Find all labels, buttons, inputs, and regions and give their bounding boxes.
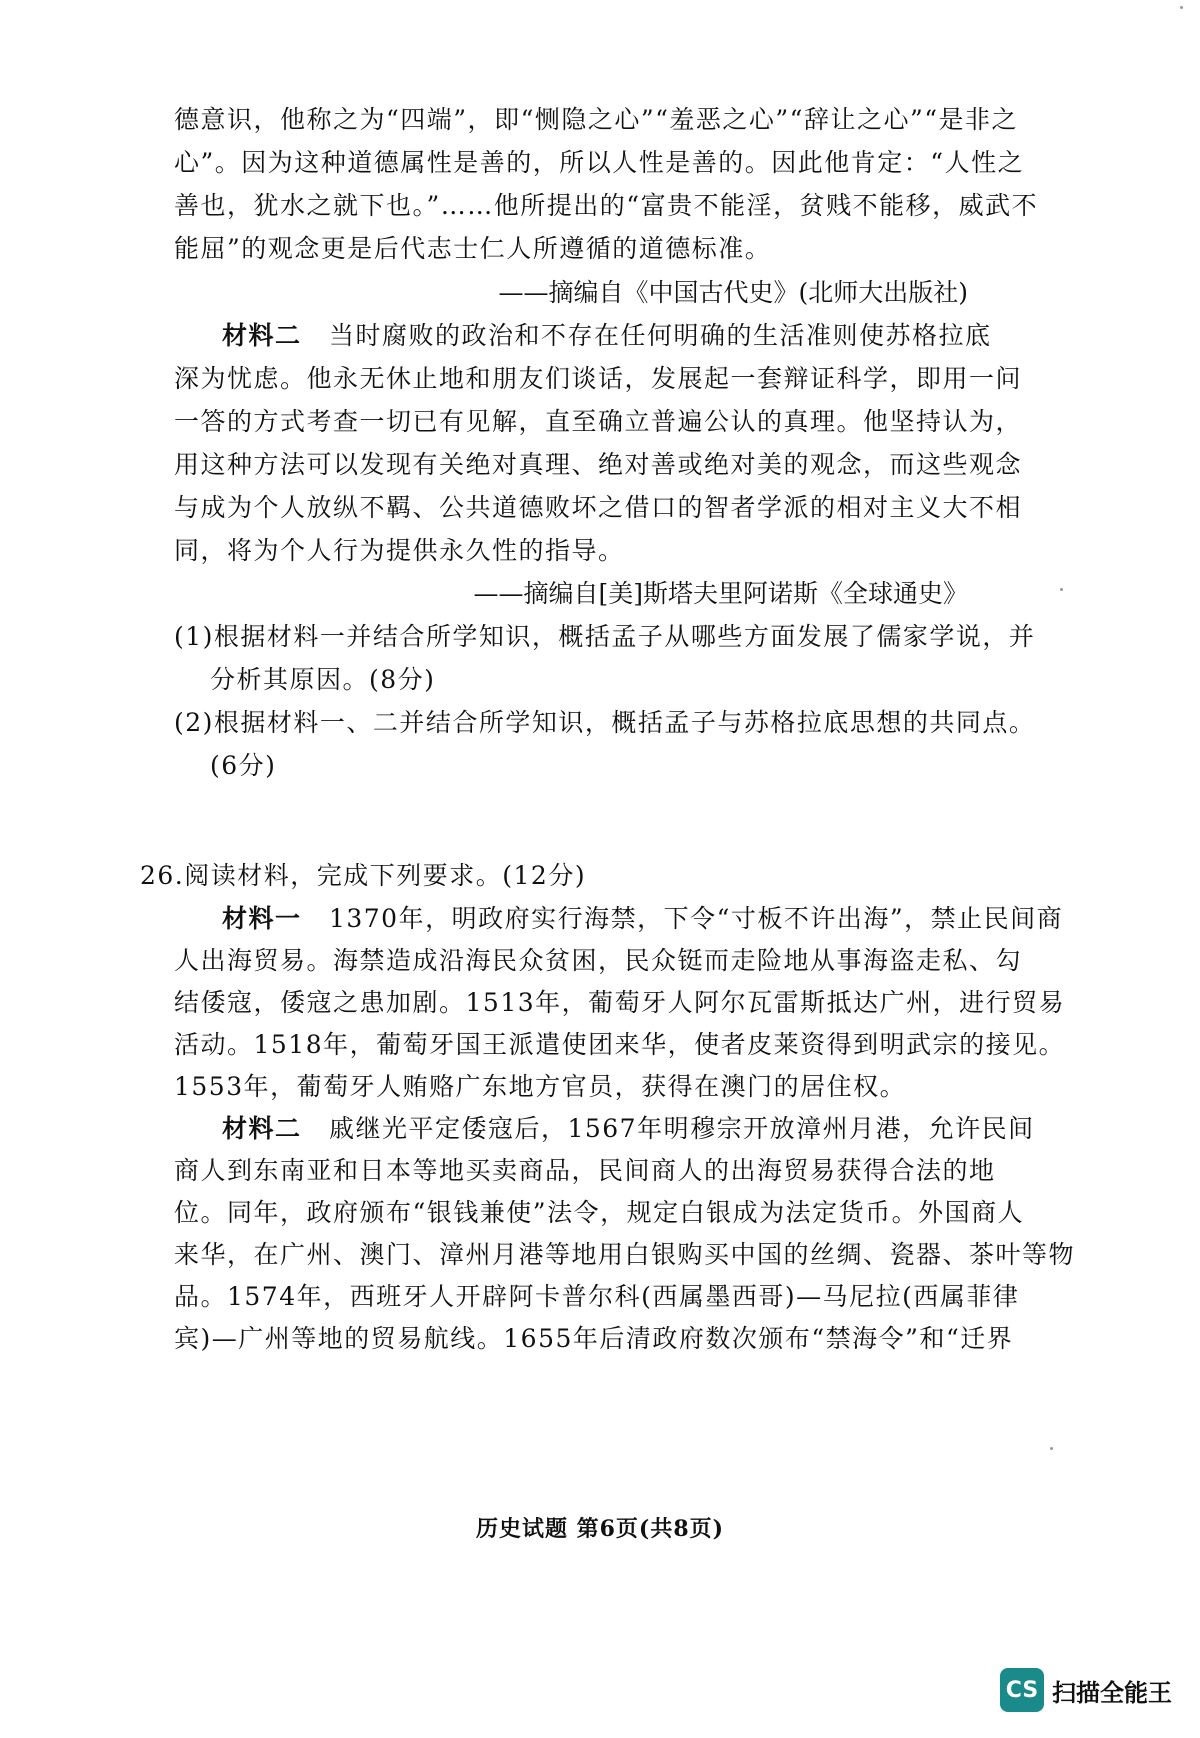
- scan-speck: [1180, 6, 1183, 9]
- material1-line-1: 德意识，他称之为“四端”，即“恻隐之心”“羞恶之心”“辞让之心”“是非之: [174, 105, 1019, 134]
- material2-line-6: 同，将为个人行为提供永久性的指导。: [174, 536, 625, 565]
- q26-material2-line-6: 宾)—广州等地的贸易航线。1655年后清政府数次颁布“禁海令”和“迁界: [174, 1324, 1014, 1353]
- q26-material2-line-4: 来华，在广州、澳门、漳州月港等地用白银购买中国的丝绸、瓷器、茶叶等物: [174, 1240, 1076, 1269]
- question-2-line-2: (6分): [210, 751, 277, 780]
- q26-material2-line-2: 商人到东南亚和日本等地买卖商品，民间商人的出海贸易获得合法的地: [174, 1156, 996, 1185]
- question-26-title: 26.阅读材料，完成下列要求。(12分): [140, 861, 587, 890]
- q26-material1-line-4: 活动。1518年，葡萄牙国王派遣使团来华，使者皮莱资得到明武宗的接见。: [174, 1030, 1066, 1059]
- material1-source: ——摘编自《中国古代史》(北师大出版社): [498, 278, 968, 307]
- q26-material2-line-3: 位。同年，政府颁布“银钱兼使”法令，规定白银成为法定货币。外国商人: [174, 1198, 1025, 1227]
- camscanner-logo-icon: CS: [1000, 1668, 1044, 1712]
- q26-material2-line-5: 品。1574年，西班牙人开辟阿卡普尔科(西属墨西哥)—马尼拉(西属菲律: [174, 1282, 1020, 1311]
- scanner-watermark: [1000, 1665, 1190, 1715]
- q26-material1-first-line: [222, 901, 1063, 937]
- q26-material2-label: 材料二: [222, 1114, 302, 1143]
- material2-line-4: 用这种方法可以发现有关绝对真理、绝对善或绝对美的观念，而这些观念: [174, 450, 1023, 479]
- question-2-line-1: (2)根据材料一、二并结合所学知识，概括孟子与苏格拉底思想的共同点。: [174, 708, 1036, 737]
- question-1-line-1: (1)根据材料一并结合所学知识，概括孟子从哪些方面发展了儒家学说，并: [174, 622, 1036, 651]
- material1-line-2: 心”。因为这种道德属性是善的，所以人性是善的。因此他肯定：“人性之: [174, 148, 1025, 177]
- watermark-text: 扫描全能王: [1052, 1678, 1172, 1707]
- material2-label: 材料二: [222, 321, 302, 350]
- q26-material1-label: 材料一: [222, 904, 302, 933]
- q26-material2-first-line: [222, 1111, 1035, 1147]
- material2-source: ——摘编自[美]斯塔夫里阿诺斯《全球通史》: [473, 579, 968, 608]
- material2-line-3: 一答的方式考查一切已有见解，直至确立普遍公认的真理。他坚持认为，: [174, 407, 1023, 436]
- page-footer: 历史试题 第6页(共8页): [475, 1516, 725, 1542]
- scan-speck: [1060, 588, 1063, 591]
- material1-line-4: 能屈”的观念更是后代志士仁人所遵循的道德标准。: [174, 234, 772, 263]
- q26-material1-line-3: 结倭寇，倭寇之患加剧。1513年，葡萄牙人阿尔瓦雷斯抵达广州，进行贸易: [174, 988, 1066, 1017]
- material1-line-3: 善也，犹水之就下也。”……他所提出的“富贵不能淫，贫贱不能移，威武不: [174, 191, 1039, 220]
- question-1-line-2: 分析其原因。(8分): [210, 665, 436, 694]
- material2-first-text: 当时腐败的政治和不存在任何明确的生活准则使苏格拉底: [328, 321, 992, 350]
- q26-material1-first-text: 1370年，明政府实行海禁，下令“寸板不许出海”，禁止民间商: [328, 904, 1064, 933]
- material2-line-2: 深为忧虑。他永无休止地和朋友们谈话，发展起一套辩证科学，即用一问: [174, 364, 1023, 393]
- material2-line-5: 与成为个人放纵不羁、公共道德败坏之借口的智者学派的相对主义大不相: [174, 493, 1023, 522]
- material2-first-line: [222, 318, 991, 354]
- q26-material2-first-text: 戚继光平定倭寇后，1567年明穆宗开放漳州月港，允许民间: [328, 1114, 1035, 1143]
- q26-material1-line-2: 人出海贸易。海禁造成沿海民众贫困，民众铤而走险地从事海盗走私、勾: [174, 946, 1023, 975]
- scan-speck: [1050, 1447, 1053, 1450]
- q26-material1-line-5: 1553年，葡萄牙人贿赂广东地方官员，获得在澳门的居住权。: [174, 1072, 907, 1101]
